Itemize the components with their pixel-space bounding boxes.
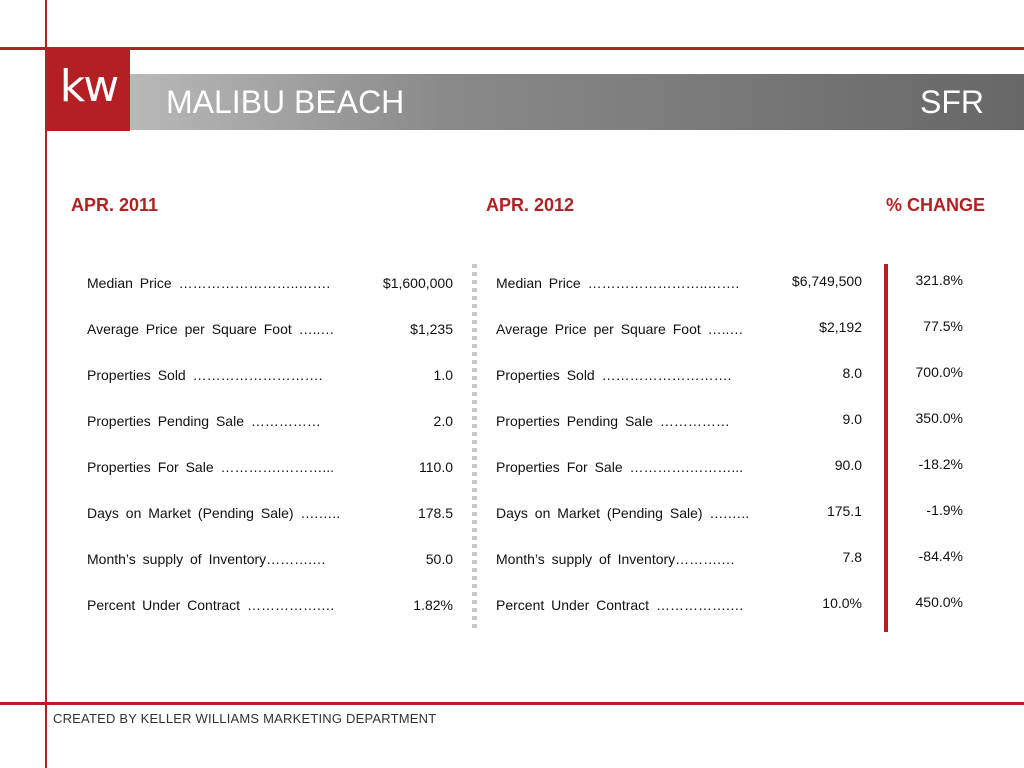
row-label-2011: Properties Sold ………………………. [87,367,323,383]
top-red-rule [0,47,1024,50]
row-label-2012: Month’s supply of Inventory……….… [496,551,736,567]
percent-change-value: 77.5% [923,318,963,334]
row-label-2012: Days on Market (Pending Sale) ….….. [496,505,750,521]
row-value-2012: 90.0 [834,457,862,473]
row-value-2012: 7.8 [842,549,862,565]
row-label-2012: Average Price per Square Foot …..… [496,321,744,337]
row-value-2012: 9.0 [842,411,862,427]
row-value-2011: 1.0 [433,367,453,383]
row-value-2011: 178.5 [417,505,453,521]
property-type: SFR [920,84,984,120]
percent-change-value: 450.0% [915,594,963,610]
row-value-2012: 175.1 [826,503,862,519]
percent-change-value: 350.0% [915,410,963,426]
percent-change-value: -1.9% [926,502,963,518]
bottom-red-rule [0,702,1024,705]
row-value-2012: 10.0% [822,595,862,611]
row-label-2012: Properties Pending Sale …………… [496,413,730,429]
row-value-2012: 8.0 [842,365,862,381]
row-label-2011: Percent Under Contract …………….… [87,597,335,613]
column-divider-dotted [472,264,477,632]
column-header-2011: APR. 2011 [71,195,159,215]
row-label-2011: Median Price ……………………..……. [87,275,331,291]
row-label-2011: Average Price per Square Foot …..… [87,321,335,337]
column-header-2012: APR. 2012 [486,195,575,215]
row-value-2012: $2,192 [819,319,862,335]
kw-logo [47,50,130,131]
percent-change-value: -84.4% [918,548,963,564]
percent-change-value: 700.0% [915,364,963,380]
percent-change-value: -18.2% [918,456,963,472]
kw-logo-text: kw [59,61,118,112]
row-label-2011: Properties Pending Sale …………… [87,413,321,429]
row-value-2011: 110.0 [419,459,453,475]
row-value-2011: 2.0 [433,413,453,429]
row-label-2012: Median Price ……………………..……. [496,275,740,291]
column-header-change: % CHANGE [886,195,986,215]
row-label-2011: Days on Market (Pending Sale) ….….. [87,505,341,521]
row-label-2012: Percent Under Contract …………….… [496,597,744,613]
row-value-2011: 50.0 [425,551,453,567]
row-value-2012: $6,749,500 [791,273,862,289]
row-label-2012: Properties For Sale ………….………... [496,459,744,475]
percent-change-value: 321.8% [915,272,963,288]
row-value-2011: 1.82% [413,597,453,613]
row-label-2011: Month’s supply of Inventory……….… [87,551,327,567]
row-label-2011: Properties For Sale ………….………... [87,459,335,475]
footer-credit: CREATED BY KELLER WILLIAMS MARKETING DEPARTMENT [53,711,437,726]
row-value-2011: $1,600,000 [382,275,453,291]
row-value-2011: $1,235 [410,321,453,337]
row-label-2012: Properties Sold ………………………. [496,367,732,383]
page-title: MALIBU BEACH [166,84,405,120]
